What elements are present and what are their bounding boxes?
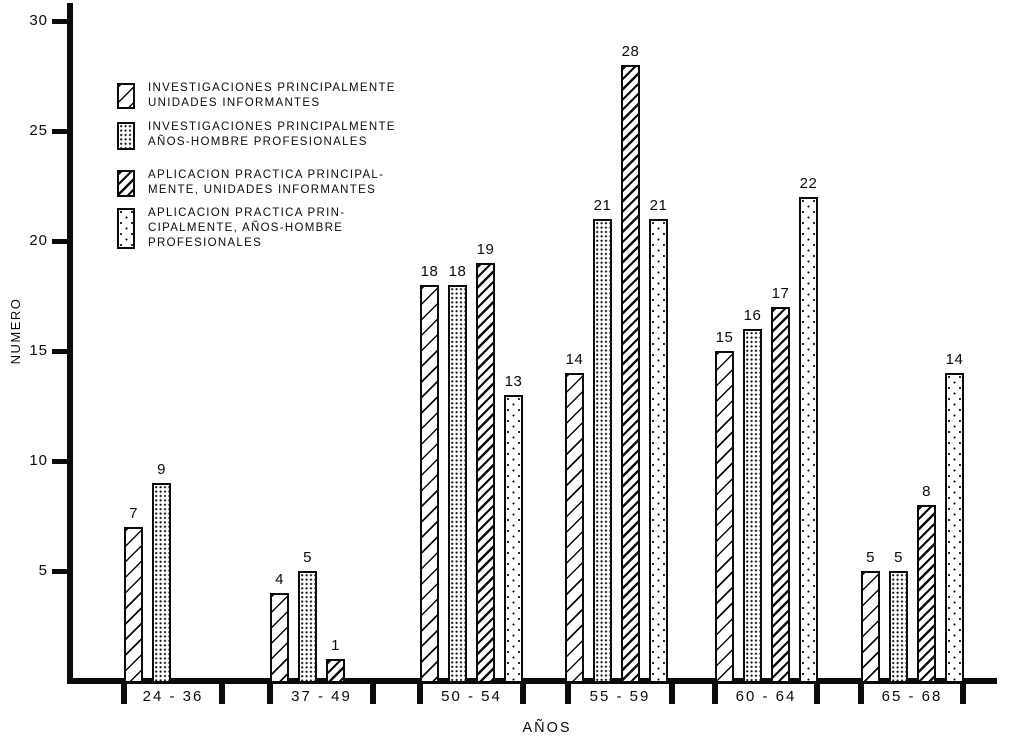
- x-axis-title: AÑOS: [522, 720, 572, 736]
- bar-value-label: 13: [504, 373, 523, 390]
- bar: [420, 285, 439, 683]
- legend-swatch-sparse-diagonal-hatch: [117, 83, 135, 109]
- bar-value-label: 9: [157, 461, 166, 478]
- bar-value-label: 18: [420, 263, 439, 280]
- bar-value-label: 5: [894, 549, 903, 566]
- bar-value-label: 14: [565, 351, 584, 368]
- legend-item-label: [148, 168, 384, 198]
- legend-label-line: APLICACION PRACTICA PRIN-: [148, 207, 346, 219]
- y-tick-label: 15: [29, 342, 48, 359]
- legend-label-line: PROFESIONALES: [148, 237, 263, 249]
- y-axis-title: NUMERO: [8, 297, 23, 365]
- legend-label-line: APLICACION PRACTICA PRINCIPAL-: [148, 169, 385, 181]
- legend-label-line: AÑOS-HOMBRE PROFESIONALES: [148, 136, 368, 148]
- bar: [593, 219, 612, 683]
- y-tick: [52, 129, 68, 134]
- y-tick-label: 20: [29, 232, 48, 249]
- bar-value-label: 7: [129, 505, 138, 522]
- x-category-label: 24 - 36: [142, 688, 204, 705]
- bar-value-label: 19: [476, 241, 495, 258]
- bar-value-label: 15: [715, 329, 734, 346]
- bar-value-label: 4: [275, 571, 284, 588]
- x-category-label: 65 - 68: [881, 688, 943, 705]
- bar-value-label: 5: [866, 549, 875, 566]
- bar-value-label: 17: [771, 285, 790, 302]
- bar-value-label: 1: [331, 637, 340, 654]
- bar: [298, 571, 317, 683]
- y-tick: [52, 19, 68, 24]
- bar: [326, 659, 345, 683]
- bar-value-label: 5: [303, 549, 312, 566]
- legend-label-line: MENTE, UNIDADES INFORMANTES: [148, 184, 377, 196]
- y-tick: [52, 239, 68, 244]
- bar: [621, 65, 640, 683]
- y-tick: [52, 569, 68, 574]
- bar: [799, 197, 818, 683]
- bar: [743, 329, 762, 683]
- y-tick-label: 25: [29, 122, 48, 139]
- bar: [270, 593, 289, 683]
- bar-value-label: 18: [448, 263, 467, 280]
- legend-label-line: CIPALMENTE, AÑOS-HOMBRE: [148, 222, 344, 234]
- bar-value-label: 28: [621, 43, 640, 60]
- bar-value-label: 21: [649, 197, 668, 214]
- legend-item-label: [148, 206, 345, 251]
- bar: [771, 307, 790, 683]
- bar: [152, 483, 171, 683]
- bar-value-label: 16: [743, 307, 762, 324]
- legend-label-line: INVESTIGACIONES PRINCIPALMENTE: [148, 82, 396, 94]
- x-category-label: 60 - 64: [735, 688, 797, 705]
- bar: [889, 571, 908, 683]
- bar: [715, 351, 734, 683]
- x-category-label: 50 - 54: [441, 688, 502, 705]
- bar: [448, 285, 467, 683]
- bar: [917, 505, 936, 683]
- bar: [565, 373, 584, 683]
- bar: [504, 395, 523, 683]
- bar: [649, 219, 668, 683]
- bar-value-label: 22: [799, 175, 818, 192]
- legend-label-line: UNIDADES INFORMANTES: [148, 97, 321, 109]
- x-category-label: 55 - 59: [589, 688, 651, 705]
- legend-item-label: [148, 81, 396, 111]
- legend-label-line: INVESTIGACIONES PRINCIPALMENTE: [148, 121, 396, 133]
- bar: [861, 571, 880, 683]
- bar-value-label: 14: [945, 351, 964, 368]
- legend-item-label: [148, 120, 396, 150]
- legend-swatch-dense-dots: [117, 122, 135, 150]
- legend-swatch-dense-diagonal-hatch: [117, 170, 135, 197]
- y-tick: [52, 349, 68, 354]
- bar-value-label: 8: [922, 483, 931, 500]
- x-category-label: 37 - 49: [291, 688, 352, 705]
- y-tick-label: 30: [29, 12, 48, 29]
- y-tick: [52, 459, 68, 464]
- y-tick-label: 5: [38, 562, 48, 579]
- y-tick-label: 10: [29, 452, 48, 469]
- y-axis-line: [67, 3, 73, 684]
- legend-swatch-sparse-dots: [117, 208, 135, 249]
- bar: [124, 527, 143, 683]
- bar: [945, 373, 964, 683]
- bar: [476, 263, 495, 683]
- bar-value-label: 21: [593, 197, 612, 214]
